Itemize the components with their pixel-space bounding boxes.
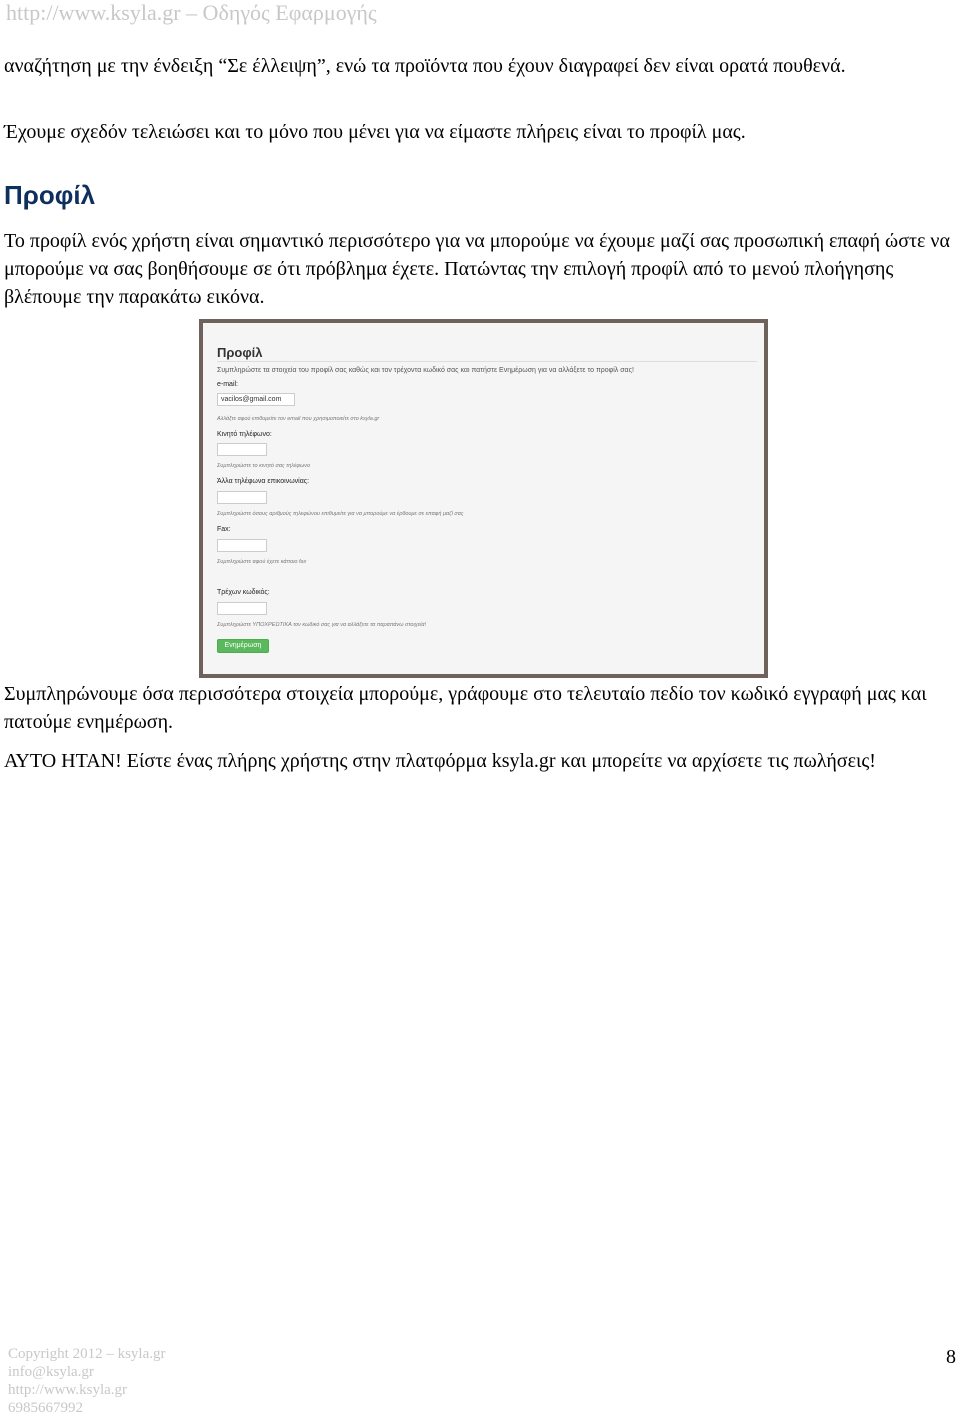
mobile-field[interactable] [217,443,267,456]
fax-label: Fax: [217,526,231,533]
title-divider [217,361,757,362]
footer-copyright: Copyright 2012 – ksyla.gr [8,1346,166,1362]
footer-phone: 6985667992 [8,1400,83,1416]
profile-form-panel [203,323,764,674]
page-header: http://www.ksyla.gr – Οδηγός Εφαρμογής [6,0,377,25]
other-phones-help: Συμπληρώστε όσους αριθμούς τηλεφώνου επιθυμείτε για να μπορούμε να έρθουμε σε επαφή μαζί σας [217,511,464,517]
fax-help: Συμπληρώστε αφού έχετε κάποιο fax [217,559,307,565]
mobile-help: Συμπληρώστε το κινητό σας τηλέφωνο [217,463,311,469]
email-field[interactable]: vacilos@gmail.com [217,393,295,406]
email-help: Αλλάξτε αφού επιθυμείτε τον email που χρησιμοποιείτε στο ksyla.gr [217,416,380,422]
other-phones-label: Άλλα τηλέφωνα επικοινωνίας: [217,478,310,485]
paragraph-profile-description: Το προφίλ ενός χρήστη είναι σημαντικό περισσότερο για να μπορούμε να έχουμε μαζί σας προσωπική επαφή ώστε να μπορούμε να σας βοηθήσουμε σε ότι πρόβλημα έχετε. Πατώντας την επιλογή προφίλ από το μενού πλοήγησης βλέπουμε την παρακάτω εικόνα. [4,230,950,308]
profile-screenshot [199,319,768,678]
footer-url[interactable]: http://www.ksyla.gr [8,1382,128,1398]
section-heading-profile: Προφίλ [4,180,96,210]
footer-email[interactable]: info@ksyla.gr [8,1364,94,1380]
page-number: 8 [946,1346,956,1368]
paragraph-intro: αναζήτηση με την ένδειξη “Σε έλλειψη”, ενώ τα προϊόντα που έχουν διαγραφεί δεν είναι ορατά πουθενά. [4,55,846,77]
other-phones-field[interactable] [217,491,267,504]
form-intro: Συμπληρώστε τα στοιχεία του προφίλ σας καθώς και τον τρέχοντα κωδικό σας και πατήστε Ενημέρωση για να αλλάξετε το προφίλ σας! [217,367,634,374]
paragraph-done: ΑΥΤΟ ΗΤΑΝ! Είστε ένας πλήρης χρήστης στην πλατφόρμα ksyla.gr και μπορείτε να αρχίσετε τις πωλήσεις! [4,750,876,772]
email-label: e-mail: [217,381,239,388]
fax-field[interactable] [217,539,267,552]
paragraph-almost-done: Έχουμε σχεδόν τελειώσει και το μόνο που μένει για να είμαστε πλήρεις είναι το προφίλ μας. [4,121,746,143]
paragraph-fill-in: Συμπληρώνουμε όσα περισσότερα στοιχεία μπορούμε, γράφουμε στο τελευταίο πεδίο τον κωδικό εγγραφή μας και πατούμε ενημέρωση. [4,683,927,733]
mobile-label: Κινητό τηλέφωνο: [217,431,272,438]
form-title: Προφίλ [217,345,263,360]
password-field[interactable] [217,602,267,615]
password-help: Συμπληρώστε ΥΠΟΧΡΕΩΤΙΚΑ τον κωδικό σας για να αλλάξετε τα παραπάνω στοιχεία! [217,622,426,628]
update-button[interactable]: Ενημέρωση [217,639,269,653]
password-label: Τρέχων κωδικός: [217,589,270,596]
